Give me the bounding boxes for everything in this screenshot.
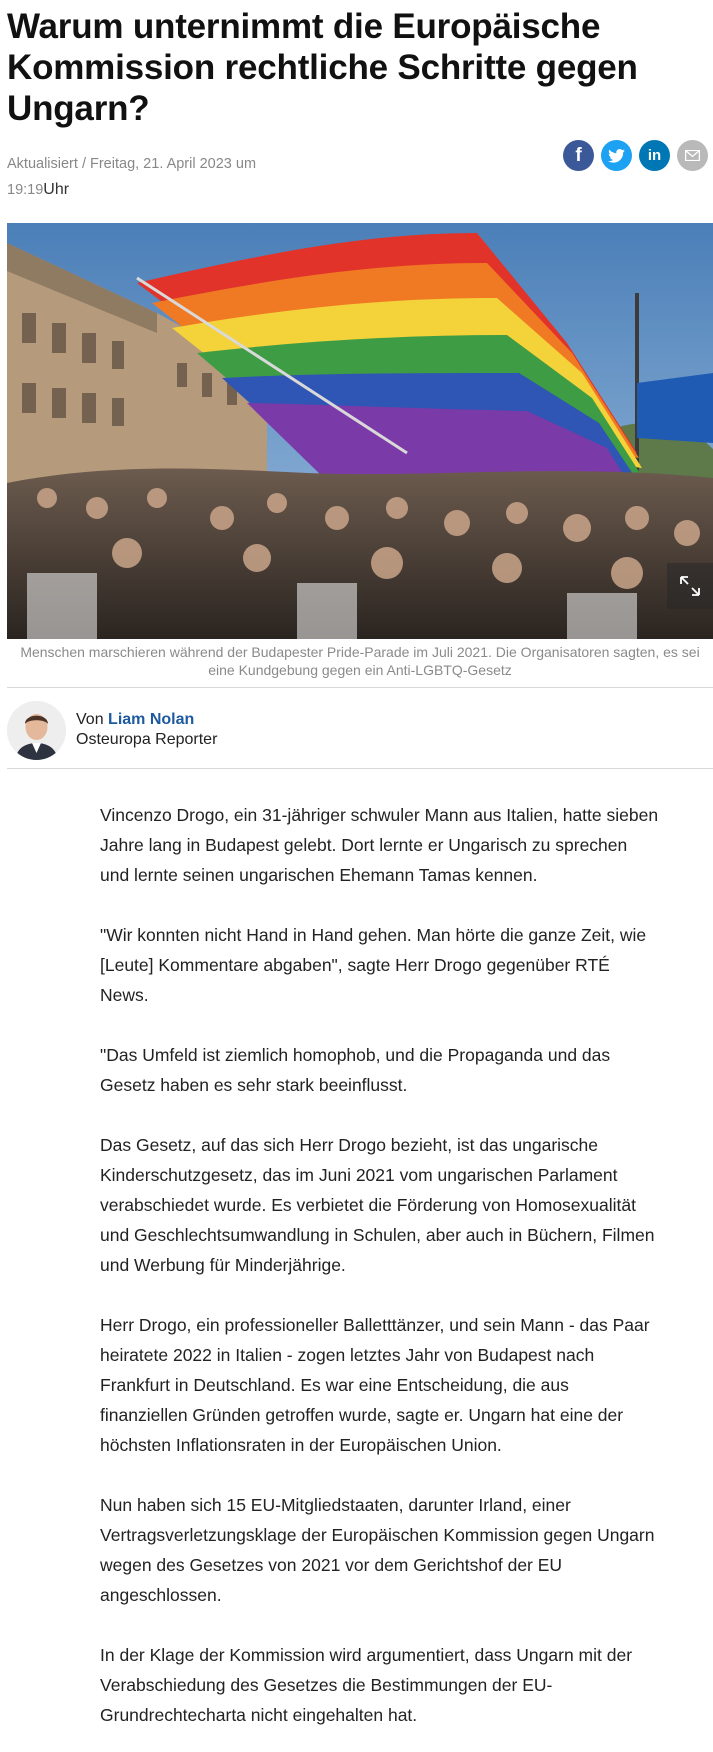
twitter-icon	[608, 149, 625, 163]
linkedin-share-button[interactable]	[639, 140, 670, 171]
updated-label: Aktualisiert / Freitag, 21. April 2023 um	[7, 156, 257, 172]
twitter-share-button[interactable]	[601, 140, 632, 171]
pride-parade-photo	[7, 223, 713, 639]
share-bar	[563, 140, 708, 171]
body-paragraph: Vincenzo Drogo, ein 31-jähriger schwuler Mann aus Italien, hatte sieben Jahre lang in Budapest gelebt. Dort lernte er Ungarisch zu sprechen und lernte seinen ungarischen Ehemann Tamas kennen.	[100, 805, 659, 885]
author-role: Osteuropa Reporter	[76, 731, 218, 748]
divider	[7, 768, 713, 769]
facebook-share-button[interactable]	[563, 140, 594, 171]
author-name-link[interactable]: Liam Nolan	[108, 711, 195, 728]
body-paragraph: "Wir konnten nicht Hand in Hand gehen. Man hörte die ganze Zeit, wie [Leute] Kommentare abgaben", sagte Herr Drogo gegenüber RTÉ News.	[100, 925, 647, 1005]
expand-icon	[678, 574, 702, 598]
article-body	[100, 800, 660, 1752]
article-headline: Warum unternimmt die Europäische Kommission rechtliche Schritte gegen Ungarn?	[7, 7, 638, 128]
author-avatar[interactable]	[7, 701, 66, 760]
body-paragraph: Das Gesetz, auf das sich Herr Drogo bezieht, ist das ungarische Kinderschutzgesetz, das im Juni 2021 vom ungarischen Parlament verabschiedet wurde. Es verbietet die Förderung von Homosexualität und Geschlechtsumwandlung in Schulen, aber auch in Büchern, Filmen und Werbung für Minderjährige.	[100, 1135, 655, 1275]
body-paragraph: Herr Drogo, ein professioneller Balletttänzer, und sein Mann - das Paar heiratete 2022 in Italien - zogen letztes Jahr von Budapest nach Frankfurt in Deutschland. Es war eine Entscheidung, die aus finanziellen Gründen getroffen wurde, sagte er. Ungarn hat eine der höchsten Inflationsraten in der Europäischen Union.	[100, 1315, 650, 1455]
divider	[7, 687, 713, 688]
mail-icon	[685, 150, 700, 161]
facebook-icon: f	[575, 144, 582, 166]
author-by: Von	[76, 711, 104, 728]
body-paragraph: Nun haben sich 15 EU-Mitgliedstaaten, darunter Irland, einer Vertragsverletzungsklage der Europäischen Kommission gegen Ungarn wegen des Gesetzes von 2021 vor dem Gerichtshof der EU angeschlossen.	[100, 1495, 655, 1605]
expand-image-button[interactable]	[667, 563, 713, 609]
body-paragraph: "Das Umfeld ist ziemlich homophob, und die Propaganda und das Gesetz haben es sehr stark beeinflusst.	[100, 1045, 611, 1095]
updated-suffix: Uhr	[43, 181, 70, 198]
linkedin-icon: in	[647, 147, 662, 164]
article-hero-image	[7, 223, 713, 639]
author-portrait	[7, 701, 66, 760]
author-byline	[7, 700, 713, 760]
email-share-button[interactable]	[677, 140, 708, 171]
updated-time: 19:19	[7, 182, 44, 198]
updated-timestamp	[7, 151, 307, 203]
image-caption: Menschen marschieren während der Budapester Pride-Parade im Juli 2021. Die Organisatoren sagten, es sei eine Kundgebung gegen ein Anti-LGBTQ-Gesetz	[20, 644, 700, 678]
author-text	[76, 710, 217, 750]
body-paragraph: In der Klage der Kommission wird argumentiert, dass Ungarn mit der Verabschiedung des Gesetzes die Bestimmungen der EU-Grundrechtecharta nicht eingehalten hat.	[100, 1645, 633, 1725]
